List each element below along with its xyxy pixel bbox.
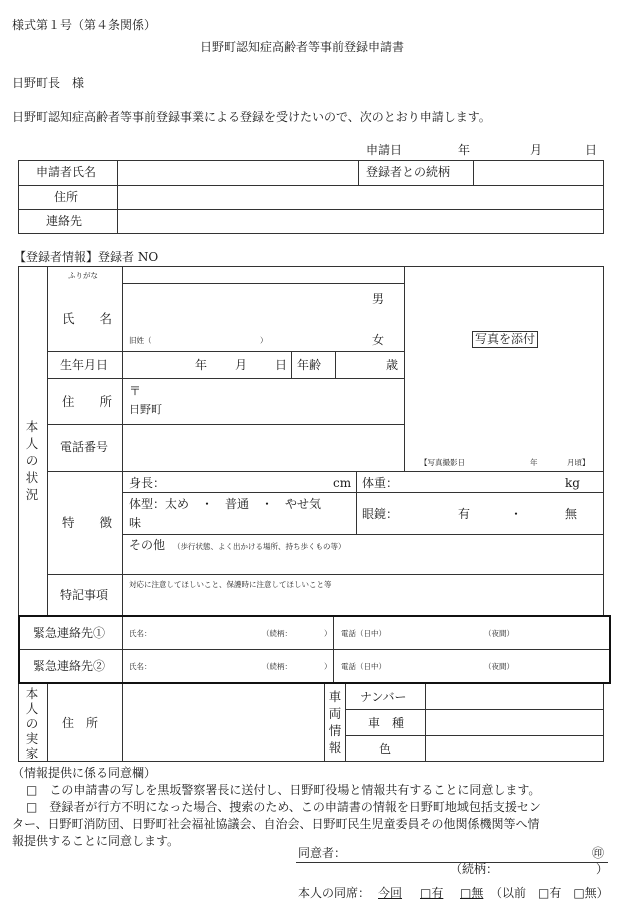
glasses-separator: ・ — [510, 507, 523, 521]
presence-previous[interactable]: （以前 □有 □無） — [490, 886, 609, 900]
consent-item-1[interactable]: □ この申請書の写しを黒坂警察署長に送付し、日野町役場と情報共有することに同意します。 — [26, 783, 541, 797]
vehicle-color-field[interactable] — [427, 737, 601, 759]
emergency-contact-2-relation[interactable]: （続柄： — [262, 662, 292, 671]
registrant-side-label: 本人の状況 — [25, 419, 39, 502]
emergency-contact-2-relation-close: ） — [324, 662, 332, 671]
maiden-name-open: 旧姓（ — [129, 336, 152, 345]
consent-title: （情報提供に係る同意欄） — [12, 766, 157, 780]
application-date-month[interactable]: 月 — [530, 143, 543, 157]
vehicle-type-field[interactable] — [427, 711, 601, 733]
presence-this-yes[interactable]: □有 — [420, 886, 444, 900]
body-build-options[interactable]: 体型：太め ・ 普通 ・ やせ気 — [129, 497, 322, 511]
glasses-label: 眼鏡： — [362, 507, 399, 521]
applicant-name-field[interactable] — [119, 162, 355, 183]
form-title: 日野町認知症高齢者等事前登録申請書 — [200, 40, 405, 54]
application-date-label: 申請日 — [366, 143, 403, 157]
town-name: 日野町 — [129, 403, 162, 416]
applicant-contact-field[interactable] — [119, 211, 601, 231]
consenter-relation-close: ） — [596, 862, 609, 876]
photo-date-month: 月頃】 — [567, 458, 590, 467]
emergency-contact-2-phone-day[interactable]: 電話（日中） — [341, 662, 386, 671]
consenter-label: 同意者： — [298, 846, 347, 860]
presence-this-no[interactable]: □無 — [460, 886, 484, 900]
notes-field[interactable] — [124, 592, 602, 614]
age-label: 年齢 — [297, 358, 322, 372]
notes-hint: 対応に注意してほしいこと、保護時に注意してほしいこと等 — [129, 580, 332, 589]
consent-item-2-cont: ター、日野町消防団、日野町社会福祉協議会、自治会、日野町民生児童委員その他関係機関等へ情 — [12, 817, 540, 831]
glasses-yes[interactable]: 有 — [458, 507, 471, 521]
emergency-contact-2-label: 緊急連絡先② — [33, 659, 106, 673]
vehicle-type-label: 車 種 — [368, 716, 405, 730]
glasses-no[interactable]: 無 — [565, 507, 578, 521]
notes-label: 特記事項 — [60, 588, 109, 602]
vehicle-number-field[interactable] — [427, 686, 601, 707]
other-features-note: （歩行状態、よく出かける場所、持ち歩くもの等） — [173, 542, 346, 551]
vehicle-color-label: 色 — [379, 742, 392, 756]
emergency-contact-1-label: 緊急連絡先① — [33, 626, 106, 640]
form-number: 様式第１号（第４条関係） — [12, 18, 157, 32]
postal-mark: 〒 — [129, 384, 142, 398]
phone-label: 電話番号 — [60, 440, 109, 454]
emergency-contact-1-relation[interactable]: （続柄： — [262, 629, 292, 638]
photo-attach-label[interactable]: 写真を添付 — [472, 331, 538, 348]
photo-date-label: 【写真撮影日 — [420, 458, 465, 467]
gender-female[interactable]: 女 — [372, 333, 385, 347]
applicant-address-field[interactable] — [119, 187, 601, 207]
family-home-side-label: 本人の実家 — [25, 686, 39, 761]
birthdate-label: 生年月日 — [60, 358, 109, 372]
applicant-relation-field[interactable] — [475, 162, 601, 183]
consenter-field[interactable] — [350, 846, 590, 860]
body-build-options-cont: 味 — [129, 516, 142, 530]
consent-item-2[interactable]: □ 登録者が行方不明になった場合、捜索のため、この申請書の情報を日野町地域包括支援セン — [26, 800, 541, 814]
registrant-address-field[interactable] — [170, 382, 400, 420]
family-home-address-label: 住 所 — [62, 716, 99, 730]
gender-male[interactable]: 男 — [372, 292, 385, 306]
weight-label: 体重： — [362, 476, 399, 490]
height-unit: cm — [333, 476, 352, 490]
registrant-name-label: 氏 名 — [62, 311, 113, 326]
emergency-contact-1-phone-day[interactable]: 電話（日中） — [341, 629, 386, 638]
emergency-contact-1-relation-close: ） — [324, 629, 332, 638]
weight-unit: kg — [565, 476, 580, 490]
application-date-year[interactable]: 年 — [458, 143, 471, 157]
birthdate-day[interactable]: 日 — [275, 358, 288, 372]
emergency-contact-1-phone-night[interactable]: （夜間） — [484, 629, 514, 638]
vehicle-info-label: 車両情報 — [328, 689, 342, 755]
other-features-label: その他 — [129, 538, 166, 552]
features-label: 特 徴 — [62, 515, 113, 530]
seal-mark: ㊞ — [592, 846, 605, 860]
applicant-name-label: 申請者氏名 — [36, 165, 97, 179]
family-home-address-field[interactable] — [124, 686, 322, 759]
applicant-contact-label: 連絡先 — [46, 214, 83, 228]
applicant-address-label: 住所 — [54, 190, 79, 204]
emergency-contact-1-name[interactable]: 氏名： — [129, 629, 152, 638]
vehicle-number-label: ナンバー — [360, 690, 407, 704]
addressee: 日野町長 様 — [12, 76, 85, 90]
height-label: 身長： — [129, 476, 166, 490]
phone-field[interactable] — [124, 426, 402, 469]
application-date-day[interactable]: 日 — [585, 143, 598, 157]
emergency-contact-2-name[interactable]: 氏名： — [129, 662, 152, 671]
applicant-relation-label: 登録者との続柄 — [366, 165, 451, 179]
consenter-relation-label: （続柄： — [450, 862, 499, 876]
registrant-section-title: 【登録者情報】登録者 NO — [14, 250, 159, 264]
presence-this-time: 今回 — [378, 886, 403, 900]
maiden-name-close: ） — [260, 336, 268, 345]
photo-date-year: 年 — [530, 458, 538, 467]
intro-text: 日野町認知症高齢者等事前登録事業による登録を受けたいので、次のとおり申請します。 — [12, 110, 491, 124]
age-unit[interactable]: 歳 — [386, 358, 399, 372]
furigana-label: ふりがな — [68, 271, 98, 280]
emergency-contact-2-phone-night[interactable]: （夜間） — [484, 662, 514, 671]
birthdate-year[interactable]: 年 — [195, 358, 208, 372]
presence-label: 本人の同席： — [298, 886, 371, 900]
furigana-field[interactable] — [124, 268, 402, 282]
registrant-name-field[interactable] — [124, 286, 364, 328]
registrant-address-label: 住 所 — [62, 394, 113, 409]
consent-item-2-cont2: 報提供することに同意します。 — [12, 834, 180, 848]
birthdate-month[interactable]: 月 — [235, 358, 248, 372]
